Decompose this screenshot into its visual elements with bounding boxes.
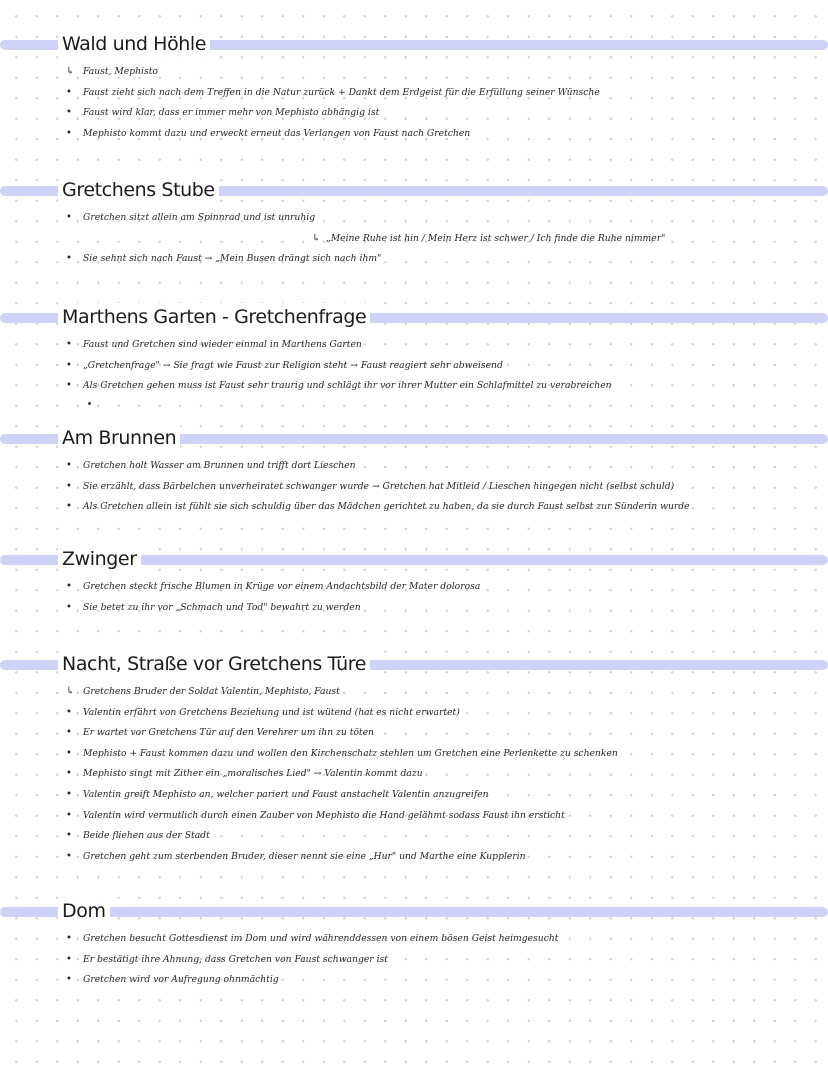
note-text: Sie sehnt sich nach Faust → „Mein Busen drängt sich nach ihm" [83,253,382,265]
bullet-icon: • [66,359,72,371]
note-line [0,598,828,619]
note-line [0,764,828,785]
arrow-icon: ↳ [312,232,321,244]
note-text: Gretchen geht zum sterbenden Bruder, dieser nennt sie eine „Hur" und Marthe eine Kupplerin [83,850,526,862]
section-heading-row [0,30,828,60]
note-text: Faust wird klar, dass er immer mehr von Mephisto abhängig ist [83,107,380,119]
note-line [0,356,828,377]
note-text: Gretchen sitzt allein am Spinnrad und ist unruhig [83,212,316,223]
note-line [0,847,828,868]
note-text: Gretchen steckt frische Blumen in Krüge vor einem Andachtsbild der Mater dolorosa [83,581,481,592]
arrow-icon: ↳ [66,686,75,697]
note-text: Er bestätigt ihre Ahnung, dass Gretchen von Faust schwanger ist [83,953,388,965]
section-heading: Marthens Garten - Gretchenfrage [58,303,370,331]
bullet-icon: • [66,480,72,492]
note-text: „Gretchenfrage" → Sie fragt wie Faust zur Religion steht → Faust reagiert sehr abweisend [83,359,503,371]
note-text: Valentin wird vermutlich durch einen Zauber von Mephisto die Hand gelähmt sodass Faust ihn ersticht [83,809,565,821]
bullet-icon: • [66,212,72,223]
note-line [0,103,828,124]
note-lines [0,208,828,270]
bullet-icon: • [66,86,72,98]
note-text: „Meine Ruhe ist hin / Mein Herz ist schwer / Ich finde die Ruhe nimmer" [326,232,666,244]
section-heading-row [0,897,828,927]
bullet-icon: • [66,953,72,965]
note-section [0,424,828,518]
bullet-icon: • [66,727,72,739]
section-heading: Am Brunnen [58,424,180,452]
bullet-icon: • [66,768,72,780]
bullet-icon: • [66,974,72,986]
bullet-icon: • [66,788,72,800]
note-line [0,456,828,477]
note-text: Valentin greift Mephisto an, welcher pariert und Faust anstachelt Valentin anzugreifen [83,788,489,800]
note-text: Mephisto kommt dazu und erweckt erneut das Verlangen von Faust nach Gretchen [83,127,471,139]
bullet-icon: • [66,460,72,471]
bullet-icon: • [66,339,72,350]
note-lines [0,335,828,397]
note-text: Valentin erfährt von Gretchens Beziehung und ist wütend (hat es nicht erwartet) [83,706,460,718]
note-section [0,30,828,144]
bullet-icon: • [66,747,72,759]
note-text: Faust, Mephisto [83,66,158,77]
note-text: Als Gretchen allein ist fühlt sie sich schuldig über das Mädchen gerichtet zu haben, da sie durch Faust selbst zur Sünderin wurde [83,501,690,513]
stray-pen-dot [88,402,91,405]
note-line [0,477,828,498]
section-heading-row [0,176,828,206]
note-text: Mephisto singt mit Zither ein „moralisches Lied" → Valentin kommt dazu [83,768,423,780]
note-text: Gretchen besucht Gottesdienst im Dom und wird währenddessen von einem bösen Geist heimgesucht [83,933,559,944]
note-line [0,970,828,991]
note-lines [0,577,828,618]
section-heading-row [0,424,828,454]
bullet-icon: • [66,850,72,862]
note-line [0,376,828,397]
arrow-icon: ↳ [66,66,75,77]
note-line [0,929,828,950]
note-line [0,744,828,765]
note-section [0,545,828,618]
note-text: Mephisto + Faust kommen dazu und wollen den Kirchenschatz stehlen um Gretchen eine Perlenkette zu schenken [83,747,618,759]
highlight-bar [0,907,828,917]
note-text: Faust und Gretchen sind wieder einmal in Marthens Garten [83,339,362,350]
note-line [0,723,828,744]
section-heading: Nacht, Straße vor Gretchens Türe [58,650,370,678]
note-line [0,229,828,250]
bullet-icon: • [66,127,72,139]
bullet-icon: • [66,581,72,592]
note-line [0,806,828,827]
note-text: Beide fliehen aus der Stadt [83,830,210,842]
section-heading: Gretchens Stube [58,176,219,204]
note-lines [0,929,828,991]
note-line [0,124,828,145]
note-line [0,577,828,598]
note-line [0,208,828,229]
bullet-icon: • [66,380,72,392]
note-lines [0,62,828,144]
bullet-icon: • [66,809,72,821]
note-text: Gretchens Bruder der Soldat Valentin, Mephisto, Faust [83,686,340,697]
note-line [0,62,828,83]
note-text: Er wartet vor Gretchens Tür auf den Verehrer um ihn zu töten [83,727,374,739]
bullet-icon: • [66,706,72,718]
note-text: Als Gretchen gehen muss ist Faust sehr traurig und schlägt ihr vor ihrer Mutter ein Schlafmittel zu verabreichen [83,380,612,392]
note-section [0,897,828,991]
note-text: Faust zieht sich nach dem Treffen in die Natur zurück + Dankt dem Erdgeist für die Erfüllung seiner Wünsche [83,86,600,98]
section-heading: Zwinger [58,545,141,573]
note-line [0,682,828,703]
section-heading-row [0,650,828,680]
bullet-icon: • [66,501,72,513]
note-line [0,785,828,806]
bullet-icon: • [66,933,72,944]
note-line [0,249,828,270]
section-heading: Dom [58,897,110,925]
note-line [0,335,828,356]
bullet-icon: • [66,830,72,842]
note-text: Sie betet zu ihr vor „Schmach und Tod" bewahrt zu werden [83,601,361,613]
note-text: Sie erzählt, dass Bärbelchen unverheiratet schwanger wurde → Gretchen hat Mitleid / Lieschen hingegen nicht (selbst schuld) [83,480,675,492]
note-line [0,826,828,847]
note-line [0,83,828,104]
note-line [0,497,828,518]
note-text: Gretchen holt Wasser am Brunnen und trifft dort Lieschen [83,460,356,471]
section-heading-row [0,545,828,575]
bullet-icon: • [66,253,72,265]
note-lines [0,682,828,867]
bullet-icon: • [66,107,72,119]
note-line [0,703,828,724]
section-heading: Wald und Höhle [58,30,210,58]
note-section [0,650,828,867]
note-line [0,950,828,971]
note-section [0,176,828,270]
note-lines [0,456,828,518]
section-heading-row [0,303,828,333]
note-section [0,303,828,397]
note-text: Gretchen wird vor Aufregung ohnmächtig [83,974,279,986]
bullet-icon: • [66,601,72,613]
